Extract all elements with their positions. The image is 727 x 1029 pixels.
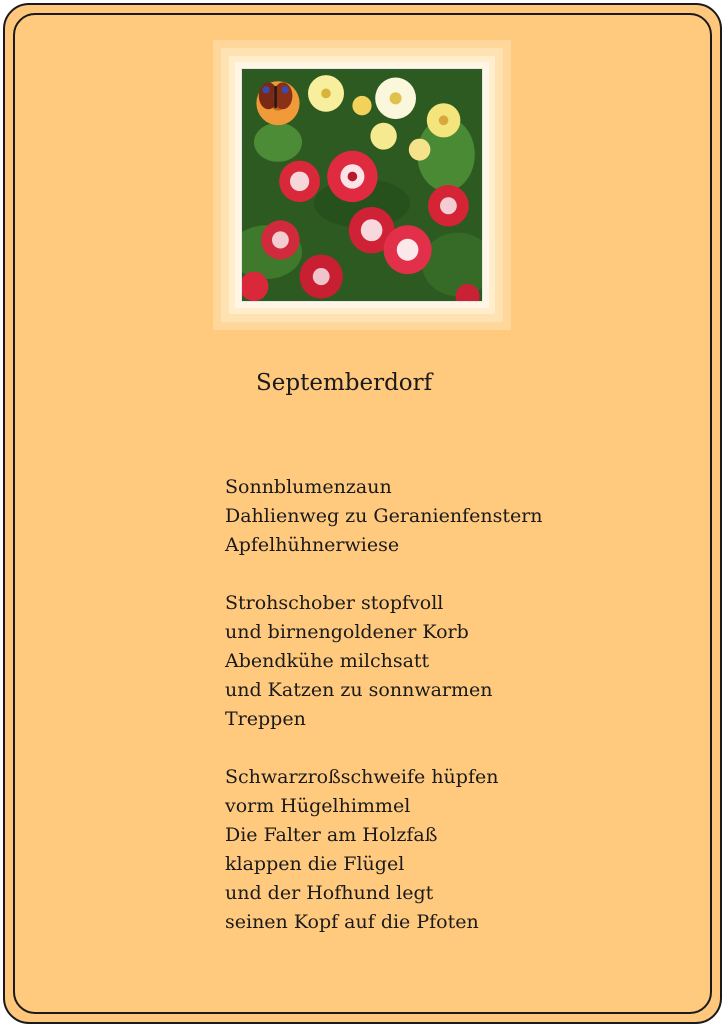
- inner-frame: [13, 13, 712, 1014]
- photo-frame: [213, 40, 511, 330]
- poem-line: Sonnblumenzaun: [225, 476, 392, 498]
- stanza: [225, 763, 543, 937]
- flower-photo: [241, 68, 483, 302]
- poem-body: [225, 473, 543, 966]
- poem-line: Strohschober stopfvoll: [225, 592, 444, 614]
- poem-line: und birnengoldener Korb: [225, 621, 469, 643]
- flower-photo-image: [242, 69, 482, 301]
- poem-line: Dahlienweg zu Geranienfenstern: [225, 505, 543, 527]
- poem-line: Schwarzroßschweife hüpfen: [225, 766, 499, 788]
- poem-line: seinen Kopf auf die Pfoten: [225, 911, 479, 933]
- poem-line: Abendkühe milchsatt: [225, 650, 430, 672]
- poem-line: Die Falter am Holzfaß: [225, 824, 438, 846]
- poem-line: Apfelhühnerwiese: [225, 534, 400, 556]
- poem-line: Treppen: [225, 708, 306, 730]
- poem-line: klappen die Flügel: [225, 853, 405, 875]
- poem-title: Septemberdorf: [256, 370, 433, 396]
- page-card: [3, 3, 722, 1024]
- poem-line: vorm Hügelhimmel: [225, 795, 411, 817]
- poem-line: und der Hofhund legt: [225, 882, 434, 904]
- poem-line: und Katzen zu sonnwarmen: [225, 679, 493, 701]
- stanza: [225, 589, 543, 734]
- stanza: [225, 473, 543, 560]
